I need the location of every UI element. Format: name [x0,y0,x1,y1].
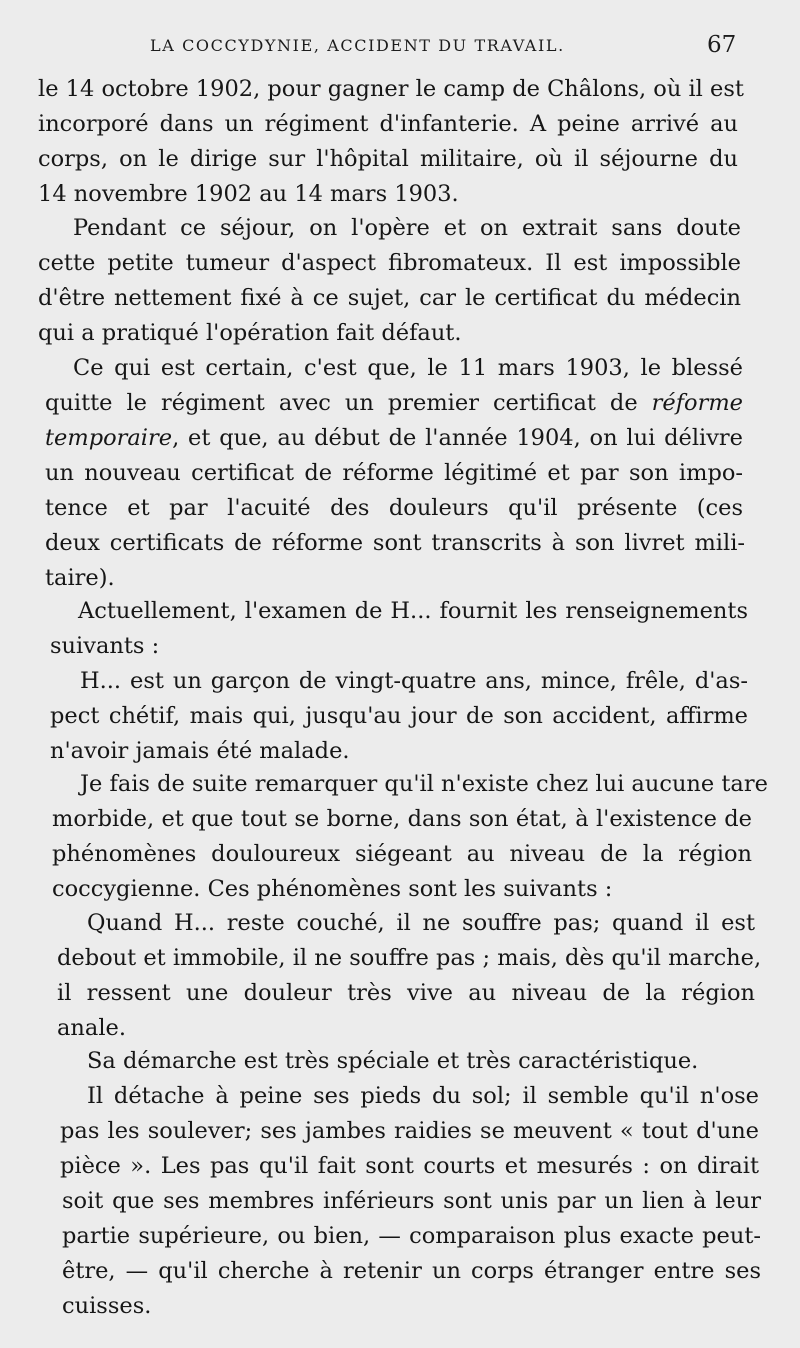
text-line: phénomènes douloureux siégeant au niveau de la région [52,841,752,867]
text-line: n'avoir jamais été malade. [50,738,350,764]
text-line: 14 novembre 1902 au 14 mars 1903. [38,181,459,207]
text-line: Pendant ce séjour, on l'opère et on extrait sans doute [73,215,741,241]
text-line: pièce ». Les pas qu'il fait sont courts et mesurés : on dirait [60,1153,759,1179]
text-line: Il détache à peine ses pieds du sol; il semble qu'il n'ose [87,1083,759,1109]
text-line: être, — qu'il cherche à retenir un corps étranger entre ses [62,1258,761,1284]
text-line: temporaire, et que, au début de l'année 1904, on lui délivre [45,425,743,451]
text-line: corps, on le dirige sur l'hôpital militaire, où il séjourne du [38,146,738,172]
text-line: deux certificats de réforme sont transcrits à son livret mili- [45,530,745,556]
text-line: pas les soulever; ses jambes raidies se meuvent « tout d'une [60,1118,759,1144]
text-line: il ressent une douleur très vive au niveau de la région [57,980,755,1006]
text-line: Sa démarche est très spéciale et très caractéristique. [87,1048,699,1074]
text-line: morbide, et que tout se borne, dans son état, à l'existence de [52,806,752,832]
text-line: le 14 octobre 1902, pour gagner le camp de Châlons, où il est [38,76,744,102]
running-title: LA COCCYDYNIE, ACCIDENT DU TRAVAIL. [150,36,565,55]
text-line: anale. [57,1015,126,1041]
text-line: tence et par l'acuité des douleurs qu'il présente (ces [45,495,743,521]
text-line: d'être nettement fixé à ce sujet, car le certificat du médecin [38,285,741,311]
text-line: incorporé dans un régiment d'infanterie. A peine arrivé au [38,111,738,137]
text-line: debout et immobile, il ne souffre pas ; mais, dès qu'il marche, [57,945,762,971]
text-line: coccygienne. Ces phénomènes sont les suivants : [52,876,613,902]
text-line: un nouveau certificat de réforme légitimé et par son impo- [45,460,743,486]
text-line: quitte le régiment avec un premier certificat de réforme [45,390,743,416]
text-line: partie supérieure, ou bien, — comparaison plus exacte peut- [62,1223,761,1249]
text-line: cuisses. [62,1293,152,1319]
text-line: suivants : [50,633,160,659]
text-line: cette petite tumeur d'aspect fibromateux. Il est impossible [38,250,741,276]
text-line: Je fais de suite remarquer qu'il n'existe chez lui aucune tare [80,771,768,797]
page-number: 67 [707,32,737,58]
text-line: H... est un garçon de vingt-quatre ans, mince, frêle, d'as- [80,668,748,694]
text-line: pect chétif, mais qui, jusqu'au jour de son accident, affirme [50,703,748,729]
text-line: qui a pratiqué l'opération fait défaut. [38,320,462,346]
text-line: taire). [45,565,115,591]
text-line: Ce qui est certain, c'est que, le 11 mars 1903, le blessé [73,355,743,381]
text-line: Quand H... reste couché, il ne souffre pas; quand il est [87,910,755,936]
text-line: soit que ses membres inférieurs sont unis par un lien à leur [62,1188,761,1214]
text-line: Actuellement, l'examen de H... fournit les renseignements [78,598,748,624]
